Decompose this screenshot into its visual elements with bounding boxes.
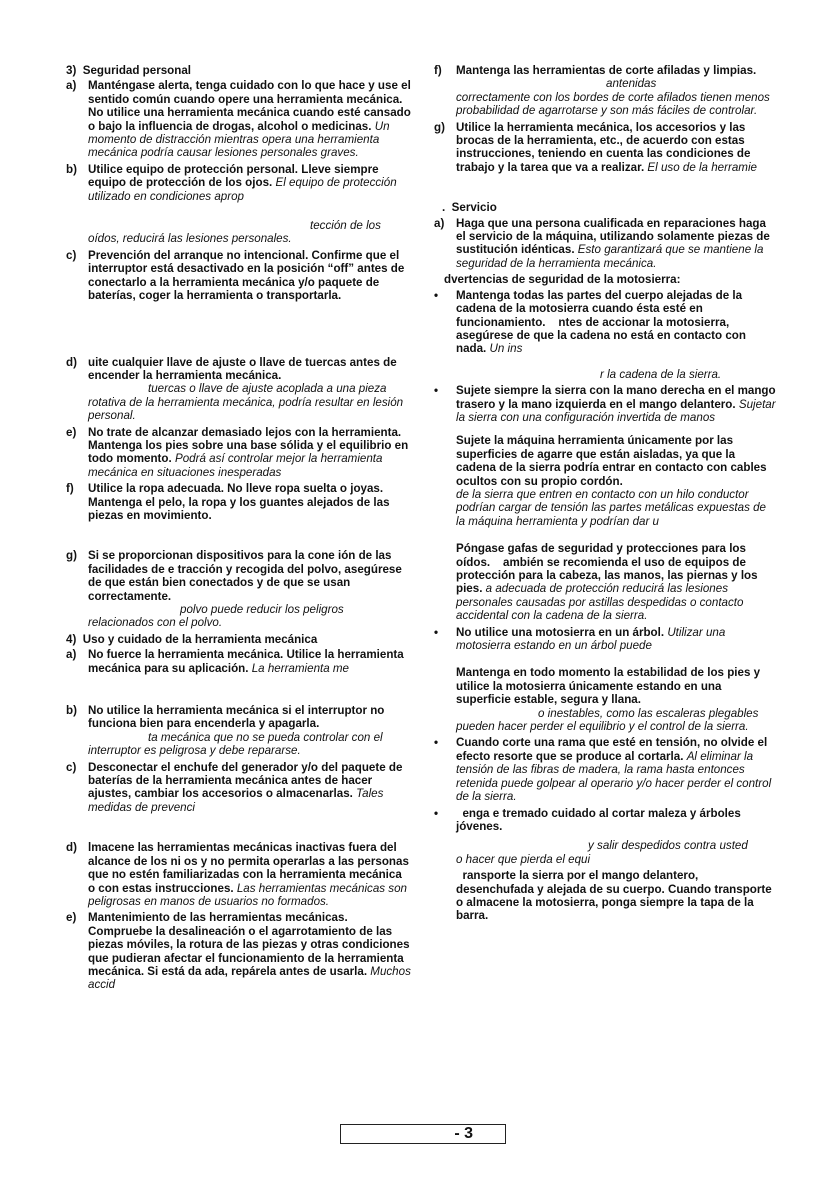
item-4c: c) Desconectar el enchufe del generador y/o del paquete de baterías de la herramienta mecánica antes de hacer ajustes, cambiar los accesorios o almacenarlas. Tales medidas de prevenci (66, 760, 403, 814)
bullet-1: • Mantenga todas las partes del cuerpo alejadas de la cadena de la motosierra cuando ésta esté en funcionamiento. ntes de accionar la motosierra, asegúrese de que la cadena no está en contacto con nada. Un ins r la cadena de la sierra. (434, 288, 746, 381)
section-3-heading: 3) Seguridad personal (66, 64, 191, 77)
item-3e: e) No trate de alcanzar demasiado lejos con la herramienta. Mantenga los pies sobre una base sólida y el equilibrio en todo momento. Podrá así controlar mejor la herramienta mecánica en situaciones inesperadas (66, 425, 409, 479)
item-4g: g) Utilice la herramienta mecánica, los accesorios y las brocas de la herramienta, etc., de acuerdo con estas instrucciones, teniendo en cuenta las condiciones de trabajo y la tarea que va a realizar. El uso de la herramie (434, 120, 757, 174)
page-number-box (340, 1124, 506, 1144)
paragraph-insulated-grip: Sujete la máquina herramienta únicamente por las superficies de agarre que están aisladas, ya que la cadena de la sierra podría entrar en contacto con cables ocultos con su propio cordón. de la sierra que entren en contacto con un hilo conductor podrían cargar de tensión las partes metálicas expuestas de la máquina herramienta y podrían dar u (456, 434, 767, 528)
bullet-2: • Sujete siempre la sierra con la mano derecha en el mango trasero y la mano izquierda en el mango delantero. Sujetar la sierra con una configuración invertida de manos (434, 384, 776, 424)
item-4a: a) No fuerce la herramienta mecánica. Utilice la herramienta mecánica para su aplicación. La herramienta me (66, 648, 404, 675)
bullet-tree: • No utilice una motosierra en un árbol. Utilizar una motosierra estando en un árbol puede (434, 625, 726, 653)
item-4f: f) Mantenga las herramientas de corte afiladas y limpias. antenidas correctamente con los bordes de corte afilados tienen menos probabilidad de agarrotarse y son más fáciles de controlar. (434, 64, 770, 118)
bullet-brush: • enga e tremado cuidado al cortar maleza y árboles jóvenes. y salir despedidos contra usted o hacer que pierda el equi (434, 806, 748, 866)
page-number: - 3 (454, 1125, 473, 1142)
item-3c: c) Prevención del arranque no intencional. Confirme que el interruptor está desactivado en la posición “off” antes de conectarlo a la herramienta mecánica y/o paquete de baterías, coger la herramienta o transportarla. (66, 248, 405, 303)
bullet-tension-branch: • Cuando corte una rama que esté en tensión, no olvide el efecto resorte que se produce al cortarla. Al eliminar la tensión de las fibras de madera, la rama hasta entonces retenida puede golpear al operario y/o hacer perder el control de la sierra. (434, 736, 772, 804)
paragraph-safety-gear: Póngase gafas de seguridad y protecciones para los oídos. ambién se recomienda el uso de equipos de protección para la cabeza, las manos, las piernas y los pies. a adecuada de protección reducirá las lesiones personales causadas por astillas despedidas o contacto accidental con la cadena de la sierra. (456, 542, 758, 623)
paragraph-transport: ransporte la sierra por el mango delantero, desenchufada y alejada de su cuerpo. Cuando transporte o almacene la motosierra, ponga siempre la tapa de la barra. (456, 869, 772, 923)
item-5a: a) Haga que una persona cualificada en reparaciones haga el servicio de la máquina, utilizando solamente piezas de sustitución idénticas. Esto garantizará que se mantiene la seguridad de la herramienta mecánica. (434, 216, 770, 270)
item-3d: d) uite cualquier llave de ajuste o llave de tuercas antes de encender la herramienta mecánica. tuercas o llave de ajuste acoplada a una pieza rotativa de la herramienta mecánica, podría resultar en lesión personal. (66, 355, 404, 423)
item-4e: e) Mantenimiento de las herramientas mecánicas. Compruebe la desalineación o el agarrotamiento de las piezas móviles, la rotura de las piezas y otras condiciones que pudieran afectar el funcionamiento de la herramienta mecánica. Si está da ada, repárela antes de usarla. Muchos accid (66, 911, 411, 992)
item-3b: b) Utilice equipo de protección personal. Lleve siempre equipo de protección de los ojos. El equipo de protección utilizado en condiciones aprop tección de los oídos, reducirá las lesiones personales. (66, 162, 397, 246)
item-4d: d) lmacene las herramientas mecánicas inactivas fuera del alcance de los ni os y no permita operarlas a las personas que no estén familiarizadas con la herramienta mecánica o con estas instrucciones. Las herramientas mecánicas son peligrosas en manos de usuarios no formados. (66, 841, 409, 908)
item-4b: b) No utilice la herramienta mecánica si el interruptor no funciona bien para encenderla y apagarla. ta mecánica que no se pueda controlar con el interruptor es peligrosa y debe repararse. (66, 704, 385, 758)
section-4-heading: 4) Uso y cuidado de la herramienta mecánica (66, 632, 318, 646)
item-3f: f) Utilice la ropa adecuada. No lleve ropa suelta o joyas. Mantenga el pelo, la ropa y los guantes alejados de las piezas en movimiento. (66, 482, 390, 522)
chainsaw-warnings-heading: dvertencias de seguridad de la motosierra: (444, 273, 681, 287)
section-5-heading: . Servicio (442, 201, 497, 215)
right-column (434, 64, 778, 926)
left-column (66, 64, 412, 995)
item-3g: g) Si se proporcionan dispositivos para la cone ión de las facilidades de e tracción y recogida del polvo, asegúrese de que están bien conectados y de que se usan correctamente. polvo puede reducir los peligros relacionados con el polvo. (66, 549, 402, 630)
paragraph-stability: Mantenga en todo momento la estabilidad de los pies y utilice la motosierra únicamente estando en una superficie estable, segura y llana. o inestables, como las escaleras plegables pueden hacer perder el equilibrio y el control de la sierra. (456, 666, 761, 734)
item-3a: a) Manténgase alerta, tenga cuidado con lo que hace y use el sentido común cuando opere una herramienta mecánica. No utilice una herramienta mecánica cuando esté cansado o bajo la influencia de drogas, alcohol o medicinas. Un momento de distracción mientras opera una herramienta mecánica podría causar lesiones personales graves. (66, 79, 411, 160)
